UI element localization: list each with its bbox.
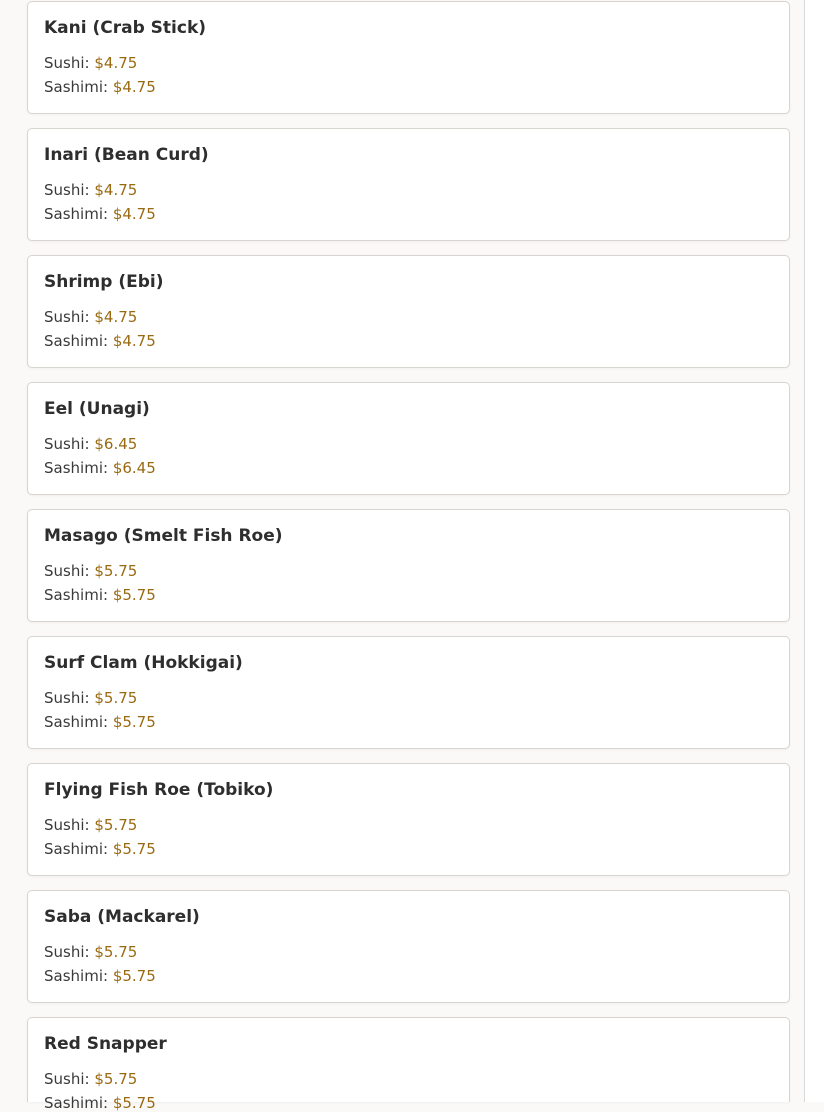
sashimi-label: Sashimi:	[44, 459, 109, 477]
sushi-price: $4.75	[94, 54, 138, 72]
menu-item-name: Eel (Unagi)	[44, 399, 150, 419]
sushi-price-line	[44, 943, 137, 961]
sashimi-price-line	[44, 713, 156, 731]
sashimi-label: Sashimi:	[44, 713, 109, 731]
sushi-label: Sushi:	[44, 562, 90, 580]
sashimi-label: Sashimi:	[44, 586, 109, 604]
sashimi-price: $5.75	[112, 713, 156, 731]
sashimi-price-line	[44, 586, 156, 604]
sashimi-price: $4.75	[112, 332, 156, 350]
sushi-price: $6.45	[94, 435, 138, 453]
sushi-price: $4.75	[94, 181, 138, 199]
sashimi-price: $5.75	[112, 967, 156, 985]
sashimi-price: $5.75	[112, 840, 156, 858]
sushi-price: $5.75	[94, 562, 138, 580]
sushi-price-line	[44, 689, 137, 707]
menu-item-name: Flying Fish Roe (Tobiko)	[44, 780, 274, 800]
sushi-label: Sushi:	[44, 689, 90, 707]
menu-item-card	[27, 509, 790, 622]
sushi-price: $5.75	[94, 1070, 138, 1088]
sushi-label: Sushi:	[44, 308, 90, 326]
sushi-price: $5.75	[94, 816, 138, 834]
sushi-price-line	[44, 1070, 137, 1088]
menu-item-card	[27, 636, 790, 749]
sashimi-price-line	[44, 459, 156, 477]
right-gutter	[805, 0, 824, 1102]
sashimi-price: $4.75	[112, 205, 156, 223]
sashimi-price: $5.75	[112, 586, 156, 604]
sashimi-label: Sashimi:	[44, 967, 109, 985]
menu-item-card	[27, 255, 790, 368]
sushi-label: Sushi:	[44, 943, 90, 961]
sushi-label: Sushi:	[44, 1070, 90, 1088]
sushi-price: $5.75	[94, 943, 138, 961]
sashimi-price-line	[44, 840, 156, 858]
menu-item-name: Shrimp (Ebi)	[44, 272, 164, 292]
sashimi-label: Sashimi:	[44, 1094, 109, 1112]
menu-item-name: Surf Clam (Hokkigai)	[44, 653, 243, 673]
sushi-price: $4.75	[94, 308, 138, 326]
menu-item-name: Red Snapper	[44, 1034, 167, 1054]
menu-item-card	[27, 382, 790, 495]
sashimi-price-line	[44, 332, 156, 350]
sashimi-label: Sashimi:	[44, 840, 109, 858]
sashimi-price-line	[44, 205, 156, 223]
menu-item-card	[27, 128, 790, 241]
sashimi-price-line	[44, 1094, 156, 1112]
menu-item-name: Inari (Bean Curd)	[44, 145, 209, 165]
sushi-price-line	[44, 308, 137, 326]
sushi-label: Sushi:	[44, 181, 90, 199]
sushi-label: Sushi:	[44, 435, 90, 453]
sushi-price-line	[44, 181, 137, 199]
menu-item-card	[27, 763, 790, 876]
sashimi-price-line	[44, 78, 156, 96]
sashimi-label: Sashimi:	[44, 332, 109, 350]
sushi-price: $5.75	[94, 689, 138, 707]
sushi-price-line	[44, 562, 137, 580]
menu-item-card	[27, 890, 790, 1003]
sushi-label: Sushi:	[44, 54, 90, 72]
sushi-price-line	[44, 435, 137, 453]
sashimi-price: $6.45	[112, 459, 156, 477]
sashimi-price-line	[44, 967, 156, 985]
sashimi-price: $4.75	[112, 78, 156, 96]
menu-item-name: Kani (Crab Stick)	[44, 18, 207, 38]
menu-item-card	[27, 1, 790, 114]
sushi-price-line	[44, 816, 137, 834]
menu-item-card	[27, 1017, 790, 1112]
sashimi-price: $5.75	[112, 1094, 156, 1112]
menu-item-name: Masago (Smelt Fish Roe)	[44, 526, 283, 546]
sashimi-label: Sashimi:	[44, 205, 109, 223]
sashimi-label: Sashimi:	[44, 78, 109, 96]
sushi-price-line	[44, 54, 137, 72]
sushi-label: Sushi:	[44, 816, 90, 834]
menu-item-name: Saba (Mackarel)	[44, 907, 200, 927]
